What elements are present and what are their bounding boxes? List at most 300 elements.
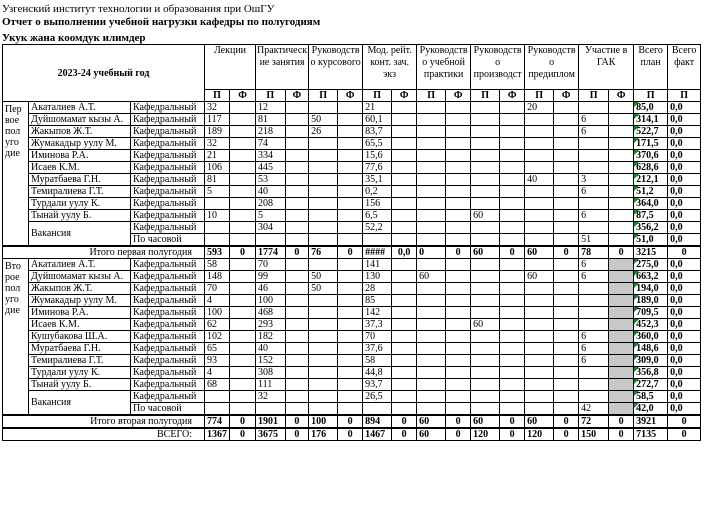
teacher-row	[3, 271, 701, 283]
cell-kurs-p	[309, 198, 338, 210]
cell-prac-p: 74	[256, 138, 286, 150]
cell-kurs-f	[338, 198, 363, 210]
cell-gak-f	[609, 283, 634, 295]
cell-kurs-f	[338, 259, 363, 271]
cell-gak-f	[609, 126, 634, 138]
cell-kurs-f	[338, 283, 363, 295]
cell-total-fact: 0,0	[668, 126, 701, 138]
cell-proizv-p	[471, 403, 500, 416]
teacher-row	[3, 150, 701, 162]
cell-kurs-f	[338, 150, 363, 162]
cell-mod-p: 28	[363, 283, 392, 295]
cell-uch-f	[446, 283, 471, 295]
cell-uch-p	[417, 150, 446, 162]
cell-prac-p: 5	[256, 210, 286, 222]
total-proizv-p: 60	[471, 415, 500, 428]
cell-kurs-f	[338, 126, 363, 138]
cell-gak-p	[579, 367, 609, 379]
cell-pred-f	[554, 391, 579, 403]
cell-lec-f	[230, 319, 256, 331]
sub-header-p: П	[634, 90, 668, 102]
cell-uch-f	[446, 391, 471, 403]
cell-lec-p: 58	[205, 259, 230, 271]
cell-proizv-f	[500, 367, 525, 379]
cell-gak-p	[579, 222, 609, 234]
col-header-gak: Участие в ГАК	[579, 45, 634, 90]
cell-mod-p	[363, 403, 392, 416]
teacher-name: Темиралиева Г.Т.	[29, 186, 131, 198]
report-title: Отчет о выполнении учебной нагрузки кафедры по полугодиям	[2, 16, 321, 28]
cell-pred-p: 20	[525, 102, 554, 114]
cell-proizv-f	[500, 162, 525, 174]
cell-gak-p	[579, 162, 609, 174]
cell-kurs-p	[309, 102, 338, 114]
cell-gak-p	[579, 319, 609, 331]
total-kurs-p: 76	[309, 246, 338, 259]
cell-pred-p	[525, 295, 554, 307]
sub-header-p: П	[205, 90, 230, 102]
cell-mod-p: 26,5	[363, 391, 392, 403]
cell-total-plan: 51,2	[634, 186, 668, 198]
load-type: Кафедральный	[131, 150, 205, 162]
cell-gak-p: 42	[579, 403, 609, 416]
teacher-name: Тынай уулу Б.	[29, 379, 131, 391]
cell-proizv-p: 60	[471, 319, 500, 331]
cell-pred-f	[554, 174, 579, 186]
cell-gak-p: 6	[579, 210, 609, 222]
cell-total-plan: 370,6	[634, 150, 668, 162]
cell-pred-f	[554, 126, 579, 138]
cell-lec-p: 148	[205, 271, 230, 283]
semester-label: Пер вое пол уго дие	[3, 102, 29, 247]
cell-lec-p: 100	[205, 307, 230, 319]
cell-total-fact: 0,0	[668, 198, 701, 210]
cell-pred-f	[554, 283, 579, 295]
cell-mod-f	[392, 367, 417, 379]
cell-lec-f	[230, 355, 256, 367]
cell-pred-p	[525, 150, 554, 162]
cell-lec-p	[205, 222, 230, 234]
cell-kurs-f	[338, 162, 363, 174]
cell-mod-f	[392, 150, 417, 162]
load-type: Кафедральный	[131, 186, 205, 198]
cell-prac-f	[285, 222, 309, 234]
cell-lec-p: 4	[205, 295, 230, 307]
total-prac-f: 0	[285, 428, 309, 441]
total-plan: 3921	[634, 415, 668, 428]
cell-gak-f	[609, 198, 634, 210]
cell-proizv-f	[500, 319, 525, 331]
cell-total-fact: 0,0	[668, 295, 701, 307]
cell-mod-p: 70	[363, 331, 392, 343]
sub-header-f: Ф	[500, 90, 525, 102]
cell-proizv-f	[500, 234, 525, 247]
cell-prac-p: 100	[256, 295, 286, 307]
cell-pred-f	[554, 222, 579, 234]
cell-total-plan: 309,0	[634, 355, 668, 367]
total-plan: 7135	[634, 428, 668, 441]
cell-uch-f	[446, 355, 471, 367]
total-lec-f: 0	[230, 428, 256, 441]
cell-proizv-f	[500, 295, 525, 307]
cell-gak-p: 6	[579, 114, 609, 126]
cell-gak-p: 3	[579, 174, 609, 186]
cell-prac-f	[285, 102, 309, 114]
cell-kurs-f	[338, 222, 363, 234]
cell-kurs-p	[309, 186, 338, 198]
cell-proizv-p	[471, 295, 500, 307]
cell-kurs-p	[309, 355, 338, 367]
cell-pred-f	[554, 331, 579, 343]
cell-prac-f	[285, 403, 309, 416]
cell-kurs-p	[309, 343, 338, 355]
cell-total-fact: 0,0	[668, 319, 701, 331]
cell-mod-f	[392, 319, 417, 331]
total-label: ВСЕГО:	[3, 428, 205, 441]
cell-mod-f	[392, 102, 417, 114]
total-uch-f: 0	[446, 415, 471, 428]
load-type: Кафедральный	[131, 114, 205, 126]
cell-total-plan: 314,1	[634, 114, 668, 126]
cell-total-fact: 0,0	[668, 102, 701, 114]
cell-kurs-f	[338, 234, 363, 247]
cell-total-fact: 0,0	[668, 114, 701, 126]
cell-uch-f	[446, 379, 471, 391]
cell-uch-p	[417, 186, 446, 198]
cell-total-fact: 0,0	[668, 307, 701, 319]
cell-total-plan: 628,6	[634, 162, 668, 174]
cell-total-fact: 0,0	[668, 391, 701, 403]
cell-mod-p: 93,7	[363, 379, 392, 391]
cell-uch-p	[417, 367, 446, 379]
cell-prac-p: 81	[256, 114, 286, 126]
cell-total-plan: 87,5	[634, 210, 668, 222]
cell-prac-p: 218	[256, 126, 286, 138]
cell-pred-p	[525, 283, 554, 295]
cell-prac-f	[285, 114, 309, 126]
cell-lec-p	[205, 403, 230, 416]
col-header-lectures: Лекции	[205, 45, 256, 90]
cell-uch-p	[417, 379, 446, 391]
sub-header-p: П	[668, 90, 701, 102]
cell-mod-p: 15,6	[363, 150, 392, 162]
cell-pred-p	[525, 186, 554, 198]
cell-kurs-p	[309, 379, 338, 391]
teacher-row	[3, 114, 701, 126]
teacher-row	[3, 186, 701, 198]
col-header-coursework: Руководств о курсового	[309, 45, 363, 90]
cell-kurs-p	[309, 174, 338, 186]
cell-kurs-f	[338, 355, 363, 367]
cell-pred-p: 40	[525, 174, 554, 186]
cell-prac-p: 99	[256, 271, 286, 283]
cell-pred-f	[554, 271, 579, 283]
total-lec-f: 0	[230, 415, 256, 428]
total-kurs-f: 0	[338, 246, 363, 259]
cell-gak-f	[609, 259, 634, 271]
load-type: Кафедральный	[131, 343, 205, 355]
cell-total-fact: 0,0	[668, 210, 701, 222]
cell-total-plan: 148,6	[634, 343, 668, 355]
teacher-row	[3, 222, 701, 234]
cell-total-plan: 275,0	[634, 259, 668, 271]
sub-header-f: Ф	[392, 90, 417, 102]
teacher-row	[3, 319, 701, 331]
cell-lec-p: 93	[205, 355, 230, 367]
cell-total-fact: 0,0	[668, 259, 701, 271]
cell-mod-p: 77,6	[363, 162, 392, 174]
cell-pred-f	[554, 210, 579, 222]
cell-kurs-f	[338, 343, 363, 355]
cell-uch-f	[446, 162, 471, 174]
col-header-practical: Практическ ие занятия	[256, 45, 309, 90]
cell-uch-f	[446, 343, 471, 355]
load-type: Кафедральный	[131, 222, 205, 234]
cell-proizv-f	[500, 283, 525, 295]
teacher-name: Турдали уулу К.	[29, 198, 131, 210]
cell-lec-p: 5	[205, 186, 230, 198]
cell-lec-p: 70	[205, 283, 230, 295]
cell-gak-f	[609, 174, 634, 186]
cell-gak-p: 6	[579, 126, 609, 138]
cell-prac-p: 70	[256, 259, 286, 271]
load-type: По часовой	[131, 403, 205, 416]
cell-total-plan: 194,0	[634, 283, 668, 295]
total-label: Итого вторая полугодия	[3, 415, 205, 428]
cell-mod-p: 35,1	[363, 174, 392, 186]
load-report-table	[2, 44, 701, 441]
sub-header-p: П	[525, 90, 554, 102]
cell-prac-f	[285, 343, 309, 355]
load-type: Кафедральный	[131, 379, 205, 391]
cell-gak-f	[609, 367, 634, 379]
total-fact: 0	[668, 415, 701, 428]
cell-proizv-f	[500, 198, 525, 210]
cell-gak-p	[579, 307, 609, 319]
cell-mod-f	[392, 295, 417, 307]
cell-total-plan: 212,1	[634, 174, 668, 186]
cell-pred-f	[554, 355, 579, 367]
cell-pred-f	[554, 259, 579, 271]
total-proizv-f: 0	[500, 428, 525, 441]
cell-total-plan: 709,5	[634, 307, 668, 319]
cell-lec-p	[205, 234, 230, 247]
teacher-name: Муратбаева Г.Н.	[29, 343, 131, 355]
academic-year-label: 2023-24 учебный год	[3, 45, 205, 102]
cell-gak-f	[609, 234, 634, 247]
load-type: Кафедральный	[131, 174, 205, 186]
cell-kurs-f	[338, 271, 363, 283]
cell-kurs-f	[338, 210, 363, 222]
cell-proizv-f	[500, 259, 525, 271]
load-type: Кафедральный	[131, 259, 205, 271]
cell-kurs-f	[338, 307, 363, 319]
total-mod-p: 1467	[363, 428, 392, 441]
cell-proizv-p: 60	[471, 210, 500, 222]
total-kurs-p: 100	[309, 415, 338, 428]
cell-uch-f	[446, 259, 471, 271]
cell-total-plan: 171,5	[634, 138, 668, 150]
total-plan: 3215	[634, 246, 668, 259]
cell-lec-f	[230, 126, 256, 138]
cell-pred-p	[525, 198, 554, 210]
load-type: Кафедральный	[131, 295, 205, 307]
cell-uch-p	[417, 283, 446, 295]
cell-proizv-p	[471, 162, 500, 174]
cell-uch-p: 60	[417, 271, 446, 283]
total-proizv-p: 120	[471, 428, 500, 441]
cell-mod-p: 37,3	[363, 319, 392, 331]
cell-uch-f	[446, 174, 471, 186]
cell-mod-f	[392, 259, 417, 271]
institute-name: Узгенский институт технологии и образования при ОшГУ	[2, 3, 275, 15]
teacher-name: Исаев К.М.	[29, 162, 131, 174]
cell-lec-p	[205, 198, 230, 210]
cell-uch-f	[446, 114, 471, 126]
teacher-row	[3, 162, 701, 174]
cell-proizv-f	[500, 379, 525, 391]
cell-kurs-f	[338, 138, 363, 150]
load-type: Кафедральный	[131, 138, 205, 150]
cell-prac-f	[285, 162, 309, 174]
cell-mod-f	[392, 379, 417, 391]
cell-uch-p	[417, 391, 446, 403]
teacher-row	[3, 138, 701, 150]
cell-gak-f	[609, 355, 634, 367]
cell-prac-f	[285, 271, 309, 283]
cell-uch-p	[417, 355, 446, 367]
cell-total-fact: 0,0	[668, 150, 701, 162]
cell-gak-p: 6	[579, 271, 609, 283]
cell-proizv-f	[500, 138, 525, 150]
cell-uch-f	[446, 138, 471, 150]
cell-pred-f	[554, 295, 579, 307]
cell-pred-f	[554, 343, 579, 355]
cell-prac-p: 308	[256, 367, 286, 379]
teacher-name: Жумакадыр уулу М.	[29, 295, 131, 307]
total-prac-p: 1774	[256, 246, 286, 259]
cell-kurs-p: 50	[309, 283, 338, 295]
cell-gak-f	[609, 403, 634, 416]
total-fact: 0	[668, 428, 701, 441]
cell-proizv-p	[471, 355, 500, 367]
cell-gak-p: 6	[579, 343, 609, 355]
cell-proizv-f	[500, 343, 525, 355]
cell-kurs-p	[309, 210, 338, 222]
cell-uch-p	[417, 259, 446, 271]
cell-uch-p	[417, 319, 446, 331]
cell-gak-p	[579, 295, 609, 307]
cell-gak-p	[579, 150, 609, 162]
cell-prac-f	[285, 355, 309, 367]
sub-header-f: Ф	[338, 90, 363, 102]
cell-kurs-p	[309, 403, 338, 416]
col-header-study-practice: Руководств о учебной практики	[417, 45, 471, 90]
cell-mod-p: 44,8	[363, 367, 392, 379]
cell-gak-f	[609, 150, 634, 162]
cell-lec-p: 68	[205, 379, 230, 391]
teacher-row	[3, 174, 701, 186]
total-pred-f: 0	[554, 415, 579, 428]
cell-uch-p	[417, 222, 446, 234]
cell-proizv-f	[500, 307, 525, 319]
cell-prac-f	[285, 259, 309, 271]
load-type: По часовой	[131, 234, 205, 247]
cell-mod-f	[392, 271, 417, 283]
cell-total-plan: 452,3	[634, 319, 668, 331]
cell-uch-f	[446, 307, 471, 319]
cell-mod-f	[392, 343, 417, 355]
teacher-row	[3, 391, 701, 403]
cell-uch-f	[446, 126, 471, 138]
cell-lec-p: 4	[205, 367, 230, 379]
cell-gak-f	[609, 114, 634, 126]
teacher-name: Муратбаева Г.Н.	[29, 174, 131, 186]
cell-proizv-f	[500, 271, 525, 283]
total-gak-p: 150	[579, 428, 609, 441]
cell-gak-p: 6	[579, 355, 609, 367]
cell-mod-p: 60,1	[363, 114, 392, 126]
cell-proizv-p	[471, 234, 500, 247]
total-lec-f: 0	[230, 246, 256, 259]
cell-gak-f	[609, 102, 634, 114]
cell-total-fact: 0,0	[668, 138, 701, 150]
cell-lec-f	[230, 283, 256, 295]
cell-uch-f	[446, 367, 471, 379]
cell-gak-f	[609, 186, 634, 198]
cell-proizv-f	[500, 114, 525, 126]
cell-lec-p: 81	[205, 174, 230, 186]
cell-proizv-p	[471, 186, 500, 198]
cell-uch-p	[417, 403, 446, 416]
cell-mod-f	[392, 174, 417, 186]
cell-prac-f	[285, 174, 309, 186]
cell-pred-p	[525, 210, 554, 222]
cell-pred-p	[525, 367, 554, 379]
cell-kurs-p: 50	[309, 271, 338, 283]
cell-proizv-p	[471, 307, 500, 319]
cell-mod-f	[392, 222, 417, 234]
cell-lec-f	[230, 367, 256, 379]
cell-lec-p: 32	[205, 138, 230, 150]
total-lec-p: 593	[205, 246, 230, 259]
cell-uch-f	[446, 210, 471, 222]
cell-gak-f	[609, 319, 634, 331]
cell-gak-f	[609, 331, 634, 343]
cell-uch-f	[446, 186, 471, 198]
cell-kurs-p	[309, 307, 338, 319]
cell-gak-p	[579, 102, 609, 114]
cell-prac-f	[285, 150, 309, 162]
cell-uch-f	[446, 198, 471, 210]
cell-proizv-p	[471, 222, 500, 234]
teacher-row	[3, 283, 701, 295]
cell-lec-p: 65	[205, 343, 230, 355]
cell-kurs-f	[338, 114, 363, 126]
cell-total-plan: 360,0	[634, 331, 668, 343]
cell-total-fact: 0,0	[668, 403, 701, 416]
cell-gak-p	[579, 391, 609, 403]
cell-lec-f	[230, 307, 256, 319]
cell-mod-p	[363, 234, 392, 247]
cell-prac-f	[285, 379, 309, 391]
teacher-row	[3, 367, 701, 379]
total-mod-p: 894	[363, 415, 392, 428]
cell-kurs-f	[338, 367, 363, 379]
load-type: Кафедральный	[131, 162, 205, 174]
sub-header-f: Ф	[609, 90, 634, 102]
cell-mod-p: 130	[363, 271, 392, 283]
